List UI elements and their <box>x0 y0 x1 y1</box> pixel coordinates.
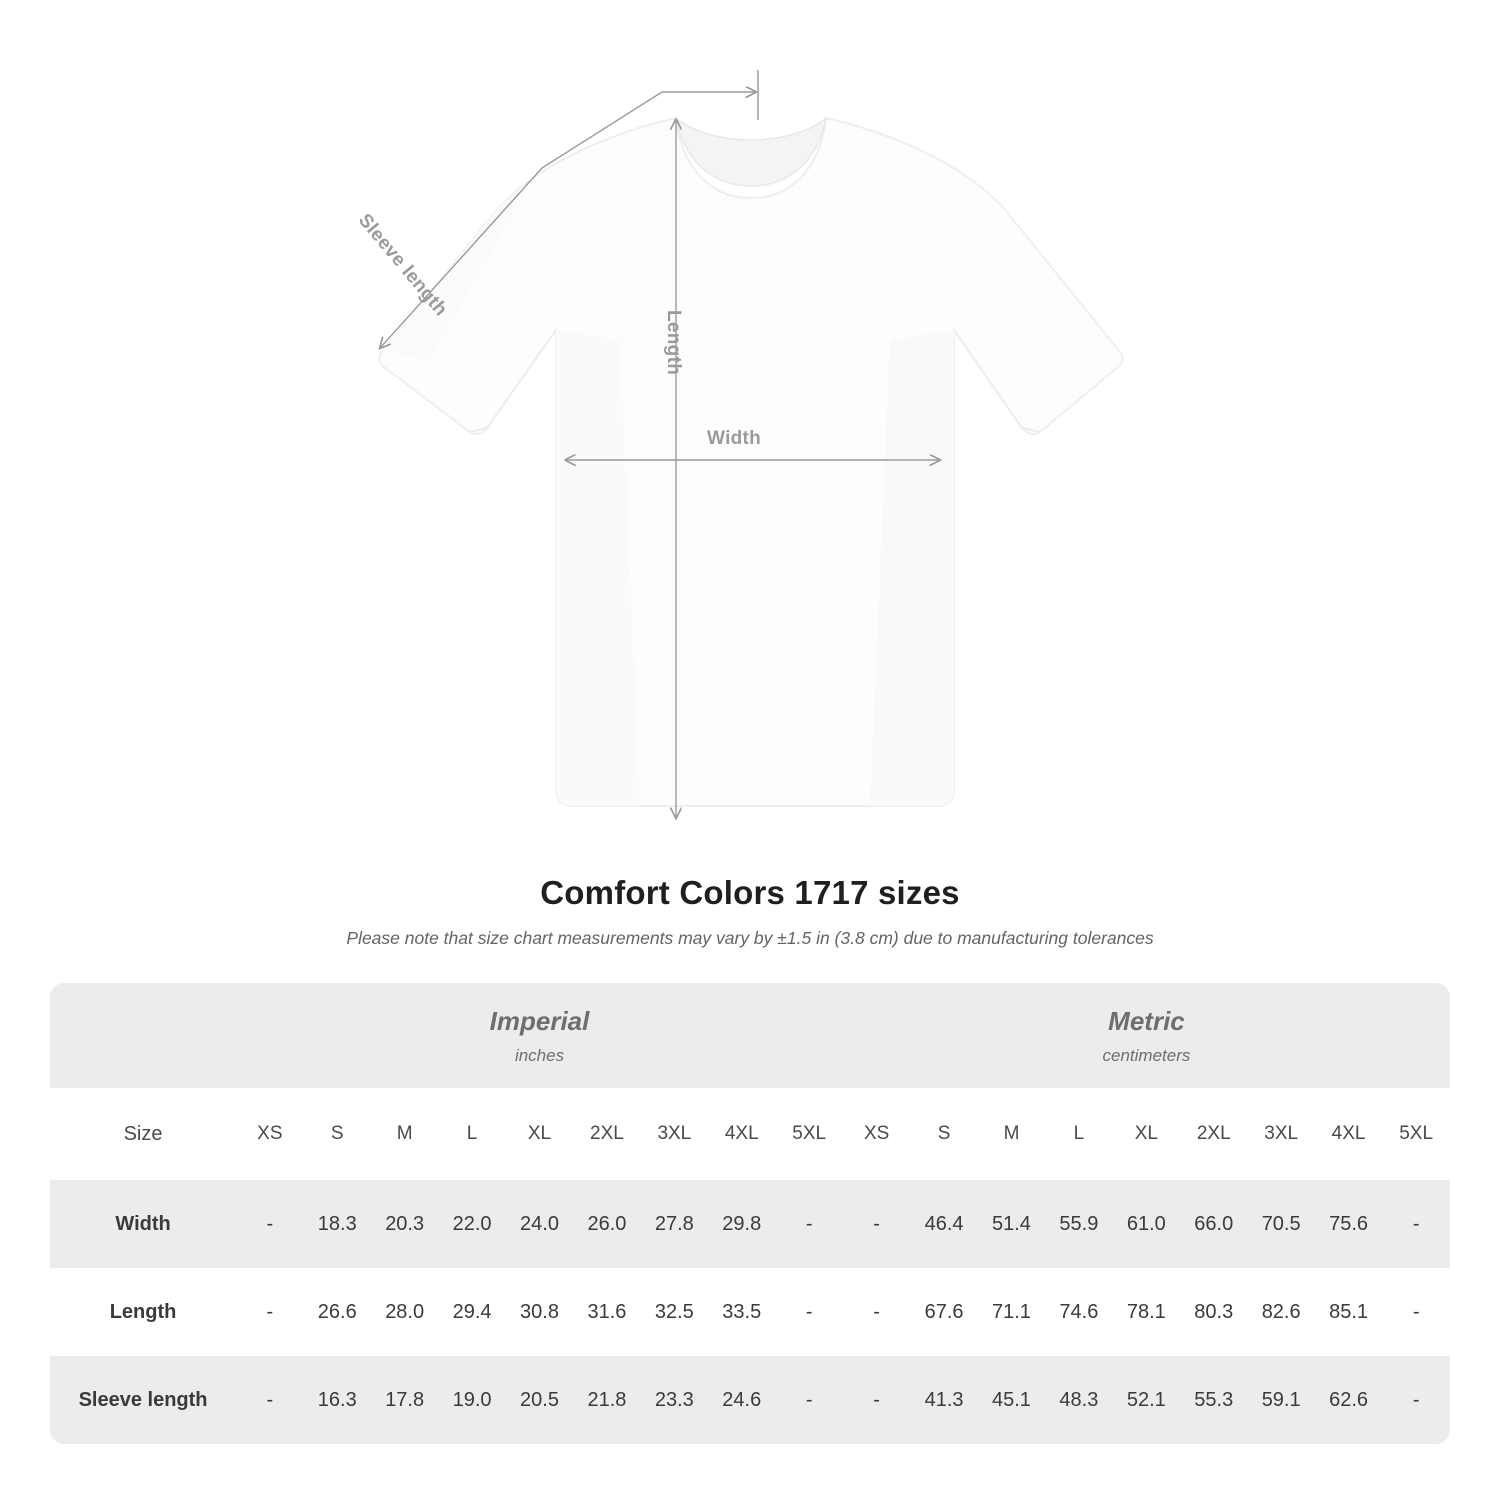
cell-sleeve-metric-l: 48.3 <box>1045 1356 1112 1444</box>
unit-group-metric-sub: centimeters <box>1102 1045 1191 1065</box>
cell-sleeve-imperial-l: 19.0 <box>438 1356 505 1444</box>
size-header-metric-5xl: 5XL <box>1382 1088 1450 1180</box>
table-row <box>50 1180 1450 1268</box>
cell-width-metric-4xl: 75.6 <box>1315 1180 1382 1268</box>
cell-width-imperial-xs: - <box>236 1180 303 1268</box>
width-label: Width <box>707 428 762 449</box>
cell-length-imperial-s: 26.6 <box>304 1268 371 1356</box>
cell-sleeve-imperial-m: 17.8 <box>371 1356 438 1444</box>
cell-width-imperial-m: 20.3 <box>371 1180 438 1268</box>
size-header-imperial-s: S <box>304 1088 371 1180</box>
unit-group-imperial-sub: inches <box>514 1045 565 1065</box>
size-header-metric-s: S <box>910 1088 977 1180</box>
cell-length-imperial-3xl: 32.5 <box>641 1268 708 1356</box>
cell-width-metric-5xl: - <box>1382 1180 1450 1268</box>
cell-width-imperial-3xl: 27.8 <box>641 1180 708 1268</box>
table-row <box>50 1268 1450 1356</box>
cell-length-imperial-5xl: - <box>775 1268 842 1356</box>
cell-sleeve-imperial-xl: 20.5 <box>506 1356 573 1444</box>
row-label-length: Length <box>50 1268 236 1356</box>
table-row <box>50 1356 1450 1444</box>
cell-sleeve-metric-5xl: - <box>1382 1356 1450 1444</box>
sleeve-length-label: Sleeve length <box>353 210 452 321</box>
size-header-metric-4xl: 4XL <box>1315 1088 1382 1180</box>
size-header-imperial-xs: XS <box>236 1088 303 1180</box>
cell-length-metric-xs: - <box>843 1268 910 1356</box>
size-header-metric-l: L <box>1045 1088 1112 1180</box>
cell-length-metric-s: 67.6 <box>910 1268 977 1356</box>
unit-group-metric <box>843 983 1450 1088</box>
cell-width-metric-m: 51.4 <box>978 1180 1045 1268</box>
cell-sleeve-metric-xs: - <box>843 1356 910 1444</box>
title-block <box>0 874 1500 949</box>
cell-sleeve-imperial-s: 16.3 <box>304 1356 371 1444</box>
unit-row-spacer <box>50 983 236 1088</box>
cell-length-imperial-xl: 30.8 <box>506 1268 573 1356</box>
cell-length-metric-m: 71.1 <box>978 1268 1045 1356</box>
cell-length-metric-5xl: - <box>1382 1268 1450 1356</box>
cell-length-metric-3xl: 82.6 <box>1247 1268 1314 1356</box>
unit-group-metric-name: Metric <box>1108 1005 1185 1036</box>
cell-length-imperial-2xl: 31.6 <box>573 1268 640 1356</box>
tolerance-note: Please note that size chart measurements may vary by ±1.5 in (3.8 cm) due to manufacturing tolerances <box>346 928 1154 948</box>
cell-length-metric-l: 74.6 <box>1045 1268 1112 1356</box>
length-label: Length <box>663 310 684 376</box>
cell-width-metric-3xl: 70.5 <box>1247 1180 1314 1268</box>
cell-width-imperial-4xl: 29.8 <box>708 1180 775 1268</box>
page-title: Comfort Colors 1717 sizes <box>540 874 960 911</box>
cell-width-imperial-2xl: 26.0 <box>573 1180 640 1268</box>
cell-length-metric-2xl: 80.3 <box>1180 1268 1247 1356</box>
cell-sleeve-metric-xl: 52.1 <box>1113 1356 1180 1444</box>
cell-length-metric-xl: 78.1 <box>1113 1268 1180 1356</box>
cell-sleeve-imperial-4xl: 24.6 <box>708 1356 775 1444</box>
size-header-metric-xl: XL <box>1113 1088 1180 1180</box>
cell-width-metric-2xl: 66.0 <box>1180 1180 1247 1268</box>
cell-length-imperial-4xl: 33.5 <box>708 1268 775 1356</box>
size-header-imperial-2xl: 2XL <box>573 1088 640 1180</box>
cell-sleeve-metric-s: 41.3 <box>910 1356 977 1444</box>
size-header-imperial-4xl: 4XL <box>708 1088 775 1180</box>
cell-width-imperial-xl: 24.0 <box>506 1180 573 1268</box>
cell-width-metric-l: 55.9 <box>1045 1180 1112 1268</box>
size-header-metric-2xl: 2XL <box>1180 1088 1247 1180</box>
size-header-imperial-5xl: 5XL <box>775 1088 842 1180</box>
size-header-imperial-3xl: 3XL <box>641 1088 708 1180</box>
cell-sleeve-metric-2xl: 55.3 <box>1180 1356 1247 1444</box>
cell-sleeve-imperial-5xl: - <box>775 1356 842 1444</box>
cell-sleeve-imperial-xs: - <box>236 1356 303 1444</box>
cell-width-imperial-5xl: - <box>775 1180 842 1268</box>
cell-sleeve-imperial-2xl: 21.8 <box>573 1356 640 1444</box>
cell-width-metric-xs: - <box>843 1180 910 1268</box>
cell-width-imperial-s: 18.3 <box>304 1180 371 1268</box>
size-header-label: Size <box>50 1088 236 1180</box>
cell-width-imperial-l: 22.0 <box>438 1180 505 1268</box>
size-header-imperial-xl: XL <box>506 1088 573 1180</box>
shirt-shape <box>380 118 1123 806</box>
size-header-metric-xs: XS <box>843 1088 910 1180</box>
cell-length-imperial-m: 28.0 <box>371 1268 438 1356</box>
cell-sleeve-imperial-3xl: 23.3 <box>641 1356 708 1444</box>
unit-group-imperial-name: Imperial <box>489 1005 590 1036</box>
unit-header-row <box>50 983 1450 1088</box>
cell-width-metric-s: 46.4 <box>910 1180 977 1268</box>
cell-length-imperial-xs: - <box>236 1268 303 1356</box>
cell-sleeve-metric-3xl: 59.1 <box>1247 1356 1314 1444</box>
size-header-imperial-m: M <box>371 1088 438 1180</box>
size-table <box>50 983 1450 1444</box>
cell-width-metric-xl: 61.0 <box>1113 1180 1180 1268</box>
unit-group-imperial <box>236 983 843 1088</box>
row-label-sleeve-length: Sleeve length <box>50 1356 236 1444</box>
cell-length-imperial-l: 29.4 <box>438 1268 505 1356</box>
cell-sleeve-metric-4xl: 62.6 <box>1315 1356 1382 1444</box>
size-table-wrapper <box>50 983 1450 1444</box>
size-header-imperial-l: L <box>438 1088 505 1180</box>
size-header-metric-3xl: 3XL <box>1247 1088 1314 1180</box>
cell-length-metric-4xl: 85.1 <box>1315 1268 1382 1356</box>
size-header-row <box>50 1088 1450 1180</box>
cell-sleeve-metric-m: 45.1 <box>978 1356 1045 1444</box>
size-header-metric-m: M <box>978 1088 1045 1180</box>
row-label-width: Width <box>50 1180 236 1268</box>
